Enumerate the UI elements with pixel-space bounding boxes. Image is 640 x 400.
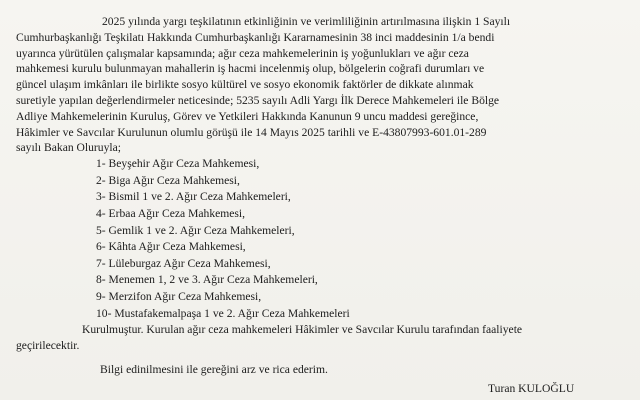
- intro-line: uyarınca yürütülen çalışmalar kapsamında; ağır ceza mahkemelerinin iş yoğunlukları ve ağır ceza: [16, 46, 469, 60]
- closing-paragraph: [16, 322, 626, 354]
- closing-line: Kurulmuştur. Kurulan ağır ceza mahkemeleri Hâkimler ve Savcılar Kurulu tarafından faaliyete: [82, 323, 523, 337]
- intro-line: Hâkimler ve Savcılar Kurulunun olumlu görüşü ile 14 Mayıs 2025 tarihli ve E-43807993-601.01-289: [16, 125, 487, 139]
- intro-line: sayılı Bakan Oluruyla;: [16, 141, 121, 155]
- court-list-item: 10- Mustafakemalpaşa 1 ve 2. Ağır Ceza Mahkemeleri: [96, 306, 350, 320]
- intro-line: suretiyle yapılan değerlendirmeler neticesinde; 5235 sayılı Adli Yargı İlk Derece Mahkemeleri ile Bölge: [16, 93, 500, 107]
- intro-line: 2025 yılında yargı teşkilatının etkinliğinin ve verimliliğinin artırılmasına ilişkin 1 Sayılı: [102, 15, 511, 28]
- court-list-item: 3- Bismil 1 ve 2. Ağır Ceza Mahkemeleri,: [96, 190, 291, 204]
- court-list-item: 4- Erbaa Ağır Ceza Mahkemesi,: [96, 206, 246, 220]
- intro-line: güncel ulaşım imkânları ile birlikte sosyo kültürel ve sosyo ekonomik faktörler de dikkate alınmak: [16, 78, 474, 92]
- court-list-item: 6- Kâhta Ağır Ceza Mahkemesi,: [96, 240, 246, 254]
- intro-paragraph: [16, 14, 626, 156]
- court-list-item: 5- Gemlik 1 ve 2. Ağır Ceza Mahkemeleri,: [96, 223, 295, 237]
- closing-line: geçirilecektir.: [16, 338, 80, 352]
- signature-name: Turan KULOĞLU: [488, 382, 575, 395]
- intro-line: Cumhurbaşkanlığı Teşkilatı Hakkında Cumhurbaşkanlığı Kararnamesinin 38 inci maddesinin 1/a bendi: [16, 30, 495, 44]
- court-list-item: 9- Merzifon Ağır Ceza Mahkemesi,: [96, 289, 262, 303]
- intro-line: Adliye Mahkemelerinin Kuruluş, Görev ve Yetkileri Hakkında Kanunun 9 uncu maddesi gereğince,: [16, 109, 479, 123]
- court-list-item: 7- Lüleburgaz Ağır Ceza Mahkemesi,: [96, 256, 271, 270]
- intro-line: mahkemesi kurulu bulunmayan mahallerin iş hacmi incelenmiş olup, bölgelerin coğrafi durumları ve: [16, 62, 485, 76]
- court-list-item: 1- Beyşehir Ağır Ceza Mahkemesi,: [96, 157, 260, 171]
- court-list: [16, 156, 626, 322]
- court-list-item: 8- Menemen 1, 2 ve 3. Ağır Ceza Mahkemeleri,: [96, 273, 318, 287]
- request-line: Bilgi edinilmesini ile gereğini arz ve rica ederim.: [100, 362, 328, 376]
- court-list-item: 2- Biga Ağır Ceza Mahkemesi,: [96, 173, 240, 187]
